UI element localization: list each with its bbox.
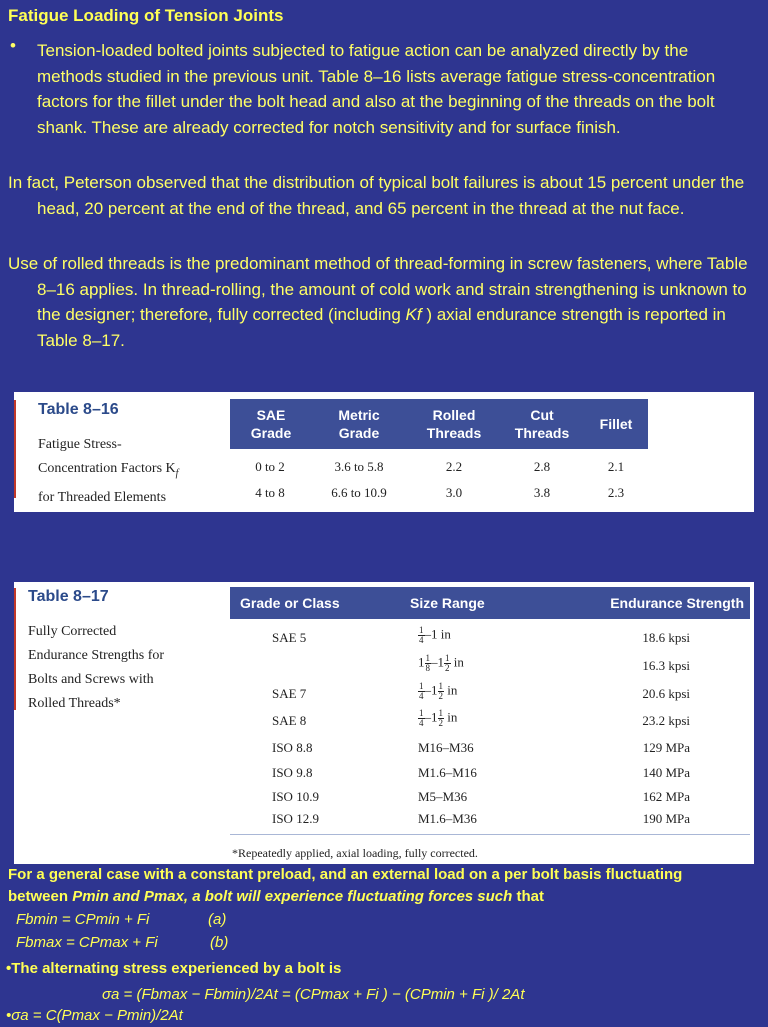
table-header xyxy=(230,587,750,619)
table-bottom-rule xyxy=(230,834,750,835)
cell-size: M1.6–M36 xyxy=(418,811,477,826)
cell: 3.8 xyxy=(533,485,551,500)
cell-strength: 129 MPa xyxy=(642,740,690,755)
table-name: Table 8–17 xyxy=(28,588,109,605)
cell-size: $\frac{1}{4}$ –1 $\frac{1}{2}$ in xyxy=(419,708,458,728)
cell-strength: 162 MPa xyxy=(642,789,690,804)
desc-subscript: f xyxy=(175,467,179,479)
cell-size: M1.6–M16 xyxy=(418,765,477,780)
paragraph-rolled-threads xyxy=(8,251,767,353)
desc-line: Rolled Threads* xyxy=(28,696,121,711)
cell-grade: SAE 8 xyxy=(272,713,307,728)
cell: 4 to 8 xyxy=(255,485,285,500)
table-footnote: *Repeatedly applied, axial loading, fully corrected. xyxy=(232,846,478,860)
table-header xyxy=(230,399,648,449)
equation-a: Fbmin = CPmin + Fi xyxy=(16,911,150,928)
cell: 2.2 xyxy=(445,459,463,474)
header-sae-grade: SAE Grade xyxy=(250,407,292,441)
header-rolled-threads: Rolled Threads xyxy=(426,407,482,441)
table-name: Table 8–16 xyxy=(38,401,119,418)
cell-size: 1 $\frac{1}{8}$ –1 $\frac{1}{2}$ in xyxy=(418,653,464,673)
cell-size: M16–M36 xyxy=(418,740,474,755)
desc-text: Concentration Factors K xyxy=(38,461,176,476)
desc-line: Endurance Strengths for xyxy=(28,648,165,663)
equation-a-tag: (a) xyxy=(208,911,227,928)
cell-grade: SAE 7 xyxy=(272,686,307,701)
line2-italic: Pmin and Pmax, a bolt will experience fluctuating forces such xyxy=(72,888,513,905)
cell-size: $\frac{1}{4}$ –1 $\frac{1}{2}$ in xyxy=(419,681,458,701)
cell-size: M5–M36 xyxy=(418,789,468,804)
cell-grade: SAE 5 xyxy=(272,630,307,645)
para3-text-b: ) axial endurance strength is reported in Table 8–17. xyxy=(37,305,726,350)
cell-grade: ISO 9.8 xyxy=(272,765,313,780)
desc-line xyxy=(38,457,178,486)
alternating-stress-line: •The alternating stress experienced by a bolt is xyxy=(6,960,342,977)
desc-line: Fully Corrected xyxy=(28,624,117,639)
table-description xyxy=(28,620,164,716)
equation-b: Fbmax = CPmax + Fi xyxy=(16,934,158,951)
cell-strength: 23.2 kpsi xyxy=(642,713,690,728)
line2-b: that xyxy=(512,888,544,905)
general-case-line-1: For a general case with a constant preload, and an external load on a per bolt basis fluctuating xyxy=(8,866,683,883)
desc-line: Fatigue Stress- xyxy=(38,437,122,452)
cell-size: $\frac{1}{4}$ –1 in xyxy=(419,625,451,645)
header-grade-class: Grade or Class xyxy=(240,595,340,611)
alternating-stress-simplified: •σa = C(Pmax − Pmin)/2At xyxy=(6,1007,183,1024)
cell: 3.0 xyxy=(445,485,463,500)
cell-strength: 190 MPa xyxy=(642,811,690,826)
general-case-line-2 xyxy=(8,885,544,908)
desc-line: Bolts and Screws with xyxy=(28,672,154,687)
cell: 3.6 to 5.8 xyxy=(334,459,384,474)
para3-text-a: Use of rolled threads is the predominant method of thread-forming in screw fasteners, where Table 8–16 applies. In thread-rolling, the amount of cold work and strain strengthening is unknown to the designer; therefore, fully corrected (including xyxy=(8,254,748,324)
cell-grade: ISO 8.8 xyxy=(272,740,313,755)
table-8-17 xyxy=(14,582,754,864)
cell-strength: 140 MPa xyxy=(642,765,690,780)
cell-strength: 18.6 kpsi xyxy=(642,630,690,645)
table-8-16 xyxy=(14,392,754,512)
header-fillet: Fillet xyxy=(599,416,633,432)
cell-grade: ISO 10.9 xyxy=(272,789,319,804)
line2-a: between xyxy=(8,888,73,905)
bullet-marker: • xyxy=(10,36,16,55)
header-size-range: Size Range xyxy=(410,595,485,611)
cell: 2.3 xyxy=(607,485,625,500)
cell: 6.6 to 10.9 xyxy=(331,485,387,500)
para3-kf: Kf xyxy=(405,305,422,324)
header-endurance-strength: Endurance Strength xyxy=(610,595,744,611)
cell: 2.1 xyxy=(607,459,625,474)
header-metric-grade: Metric Grade xyxy=(338,407,380,441)
paragraph-peterson: In fact, Peterson observed that the distribution of typical bolt failures is about 15 percent under the head, 20 percent at the end of the thread, and 65 percent in the thread at the nut face. xyxy=(8,173,745,218)
desc-line: for Threaded Elements xyxy=(38,489,167,505)
table-accent-bar xyxy=(14,588,16,710)
cell-grade: ISO 12.9 xyxy=(272,811,319,826)
cell-strength: 16.3 kpsi xyxy=(642,658,690,673)
alternating-stress-equation: σa = (Fbmax − Fbmin)/2At = (CPmax + Fi ) − (CPmin + Fi )/ 2At xyxy=(102,986,525,1003)
equation-b-tag: (b) xyxy=(210,934,229,951)
slide-title: Fatigue Loading of Tension Joints xyxy=(8,6,284,25)
cell: 0 to 2 xyxy=(255,459,285,474)
header-cut-threads: Cut Threads xyxy=(514,407,570,441)
table-accent-bar xyxy=(14,400,16,498)
paragraph-intro: Tension-loaded bolted joints subjected to fatigue action can be analyzed directly by the methods studied in the previous unit. Table 8–16 lists average fatigue stress-concentration factors for the fillet under the bolt head and also at the beginning of the threads on the bolt shank. These are already corrected for notch sensitivity and for surface finish. xyxy=(37,41,716,137)
cell: 2.8 xyxy=(533,459,551,474)
cell-strength: 20.6 kpsi xyxy=(642,686,690,701)
table-description xyxy=(38,433,178,510)
